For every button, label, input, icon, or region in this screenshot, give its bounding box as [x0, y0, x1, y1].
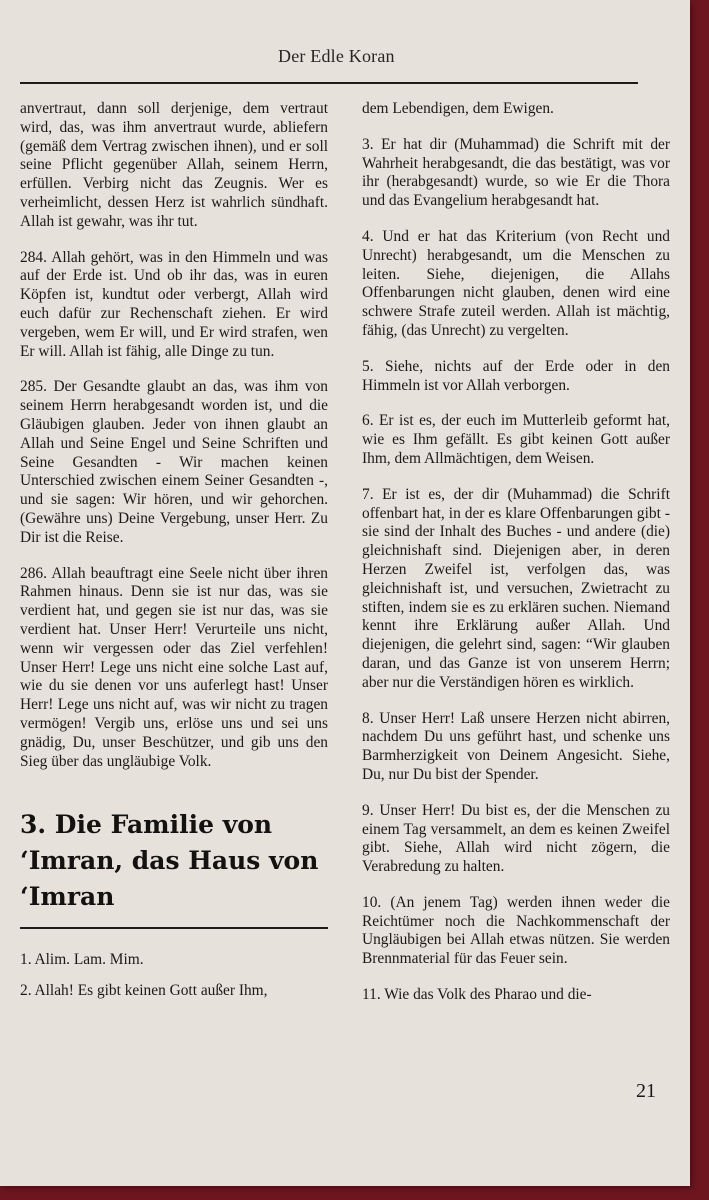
verse-6: 6. Er ist es, der euch im Mutterleib geformt hat, wie es Ihm gefällt. Es gibt keinen Gott außer Ihm, dem Allmächtigen, dem Weisen.: [362, 412, 670, 467]
chapter-rule: [20, 927, 328, 929]
chapter-verse-1: 1. Alim. Lam. Mim.: [20, 951, 144, 969]
verse-10: 10. (An jenem Tag) werden ihnen weder die Reichtümer noch die Nachkommenschaft der Ungläubigen bei Allah etwas nützen. Sie werden Brennmaterial für das Feuer sein.: [362, 893, 670, 968]
verse-continuation: anvertraut, dann soll derjenige, dem vertraut wird, das, was ihm anvertraut wurde, abliefern (gemäß dem Vertrag zwischen ihnen), und er soll seine Pflicht gegenüber Allah, seinem Herrn, erfüllen. Verbirg nicht das Zeugnis. Wer es verheimlicht, dessen Herz ist wahrlich sündhaft. Allah ist gewahr, was ihr tut.: [20, 100, 328, 230]
chapter-title: 3. Die Familie von ‘Imran, das Haus von ‘Imran: [20, 810, 319, 912]
chapter-verse-2: 2. Allah! Es gibt keinen Gott außer Ihm,: [20, 982, 268, 1000]
left-column: [20, 100, 328, 1013]
page-number: 21: [636, 1080, 656, 1102]
running-head: Der Edle Koran: [278, 46, 395, 66]
verse-3: 3. Er hat dir (Muhammad) die Schrift mit der Wahrheit herabgesandt, die das bestätigt, was vor ihr (herabgesandt) wurde, so wie Er die Thora und das Evangelium herabgesandt hat.: [362, 135, 670, 210]
verse-continuation-right: dem Lebendigen, dem Ewigen.: [362, 100, 554, 117]
header-rule: [20, 82, 638, 84]
verse-11: 11. Wie das Volk des Pharao und die-: [362, 986, 592, 1004]
verse-5: 5. Siehe, nichts auf der Erde oder in den Himmeln ist vor Allah verborgen.: [362, 357, 670, 394]
verse-7: 7. Er ist es, der dir (Muhammad) die Schrift offenbart hat, in der es klare Offenbarungen gibt - sie sind der Inhalt des Buches - und andere (die) gleichnishaft sind. Diejenigen aber, in deren Herzen Zweifel ist, verfolgen das, was gleichnishaft ist, und versuchen, Zwietracht zu stiften, indem sie es zu erklären suchen. Niemand kennt ihre Erklärung außer Allah. Und diejenigen, die gelehrt sind, sagen: “Wir glauben daran, und das Ganze ist von unserem Herrn; aber nur die Verständigen hören es wirklich.: [362, 485, 670, 691]
verse-9: 9. Unser Herr! Du bist es, der die Menschen zu einem Tag versammelt, an dem es keinen Zweifel gibt. Siehe, Allah wird nicht zögern, die Verabredung zu halten.: [362, 801, 670, 876]
right-column: [362, 100, 670, 1022]
verse-8: 8. Unser Herr! Laß unsere Herzen nicht abirren, nachdem Du uns geführt hast, und schenke uns Barmherzigkeit von Deinem Angesicht. Siehe, Du, nur Du bist der Spender.: [362, 709, 670, 783]
verse-4: 4. Und er hat das Kriterium (von Recht und Unrecht) herabgesandt, um die Menschen zu leiten. Siehe, diejenigen, die Allahs Offenbarungen nicht glauben, denen wird eine schwere Strafe zuteil werden. Allah ist mächtig, fähig, (das Unrecht) zu vergelten.: [362, 227, 670, 339]
verse-286: 286. Allah beauftragt eine Seele nicht über ihren Rahmen hinaus. Denn sie ist nur das, was sie verdient hat, und gegen sie ist nur das, was sie verdient hat. Unser Herr! Verurteile uns nicht, wenn wir vergessen oder das Ziel verfehlen! Unser Herr! Lege uns nicht eine solche Last auf, wie du sie denen vor uns auferlegt hast! Unser Herr! Lege uns nicht auf, was wir nicht zu tragen vermögen! Vergib uns, erlöse uns und sei uns gnädig, Du, unser Beschützer, und gib uns den Sieg über das ungläubige Volk.: [20, 564, 328, 770]
verse-284: 284. Allah gehört, was in den Himmeln und was auf der Erde ist. Und ob ihr das, was in euren Köpfen ist, kundtut oder verbergt, Allah wird euch dafür zur Rechenschaft ziehen. Er wird vergeben, wem Er will, und Er wird strafen, wen Er will. Allah ist fähig, alle Dinge zu tun.: [20, 248, 328, 360]
verse-285: 285. Der Gesandte glaubt an das, was ihm von seinem Herrn herabgesandt worden ist, und die Gläubigen glauben. Jeder von ihnen glaubt an Allah und Seine Engel und Seine Schriften und Seine Gesandten - Wir machen keinen Unterschied zwischen einem Seiner Gesandten -, und sie sagen: Wir hören, und wir gehorchen. (Gewähre uns) Deine Vergebung, unser Herr. Zu Dir ist die Reise.: [20, 378, 328, 546]
